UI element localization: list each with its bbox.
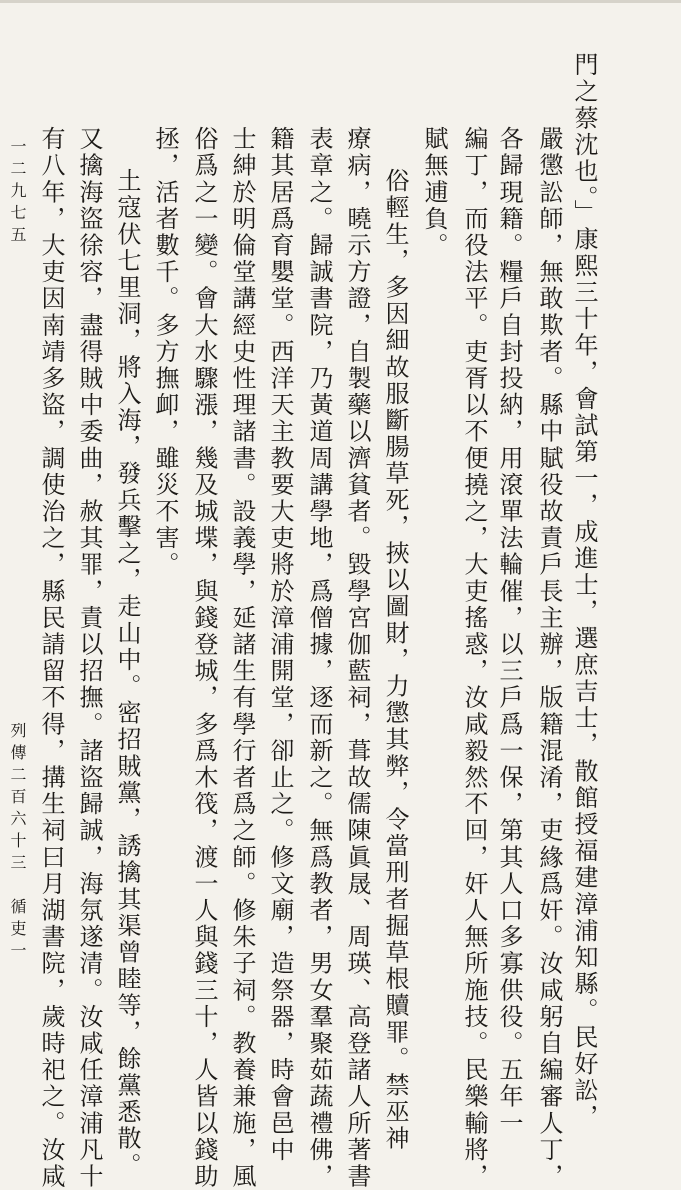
scan-edge xyxy=(0,0,681,3)
text-column: 俗爲之一變。會大水驟漲，幾及城堞，與錢登城，多爲木筏，渡一人與錢三十，人皆以錢助 xyxy=(190,126,218,1190)
text-column: 療病，曉示方證，自製藥以濟貧者。毀學宮伽藍祠，葺故儒陳眞晟、周瑛、高登諸人所著書 xyxy=(343,126,371,1190)
text-column: 門之蔡沈也。」康熙三十年，會試第一，成進士，選庶吉士，散館授福建漳浦知縣。民好訟， xyxy=(570,52,598,1131)
text-column: 表章之。歸誠書院，乃黃道周講學地，爲僧據，逐而新之。無爲教者，男女羣聚茹蔬禮佛， xyxy=(305,126,333,1190)
text-column: 拯，活者數千。多方撫卹，雖災不害。 xyxy=(151,126,179,579)
text-column: 嚴懲訟師，無敢欺者。縣中賦役故責戶長主辦，版籍混淆，吏緣爲奸。汝咸躬自編審人丁， xyxy=(535,126,563,1190)
text-column: 俗輕生，多因細故服斷腸草死，挾以圖財，力懲其弊，令當刑者掘草根贖罪。禁巫神 xyxy=(381,168,409,1153)
text-column: 又擒海盜徐容，盡得賊中委曲，赦其罪，責以招撫。諸盜歸誠，海氛遂清。汝咸任漳浦凡十 xyxy=(75,126,103,1190)
running-header: 列傳二百六十三 循吏一 xyxy=(8,722,27,964)
text-column: 編丁，而役法平。吏胥以不便撓之，大吏搖惑，汝咸毅然不回，奸人無所施技。民樂輸將， xyxy=(460,126,488,1190)
text-column: 賦無逋負。 xyxy=(420,126,448,259)
text-column: 籍其居爲育嬰堂。西洋天主教要大吏將於漳浦開堂，卻止之。修文廟，造祭器，時會邑中 xyxy=(266,126,294,1164)
text-column: 土寇伏七里洞，將入海，發兵擊之，走山中。密招賊黨，誘擒其渠曾睦等，餘黨悉散。 xyxy=(113,168,141,1179)
text-column: 有八年，大吏因南靖多盜，調使治之，縣民請留不得，搆生祠曰月湖書院，歲時祀之。汝咸 xyxy=(37,126,65,1190)
page-number: 一二九七五 xyxy=(8,138,27,248)
text-column: 士紳於明倫堂講經史性理諸書。設義學，延諸生有學行者爲之師。修朱子祠。教養兼施，風 xyxy=(228,126,256,1190)
text-column: 各歸現籍。糧戶自封投納，用滾單法輪催，以三戶爲一保，第其人口多寡供役。五年一 xyxy=(495,126,523,1137)
